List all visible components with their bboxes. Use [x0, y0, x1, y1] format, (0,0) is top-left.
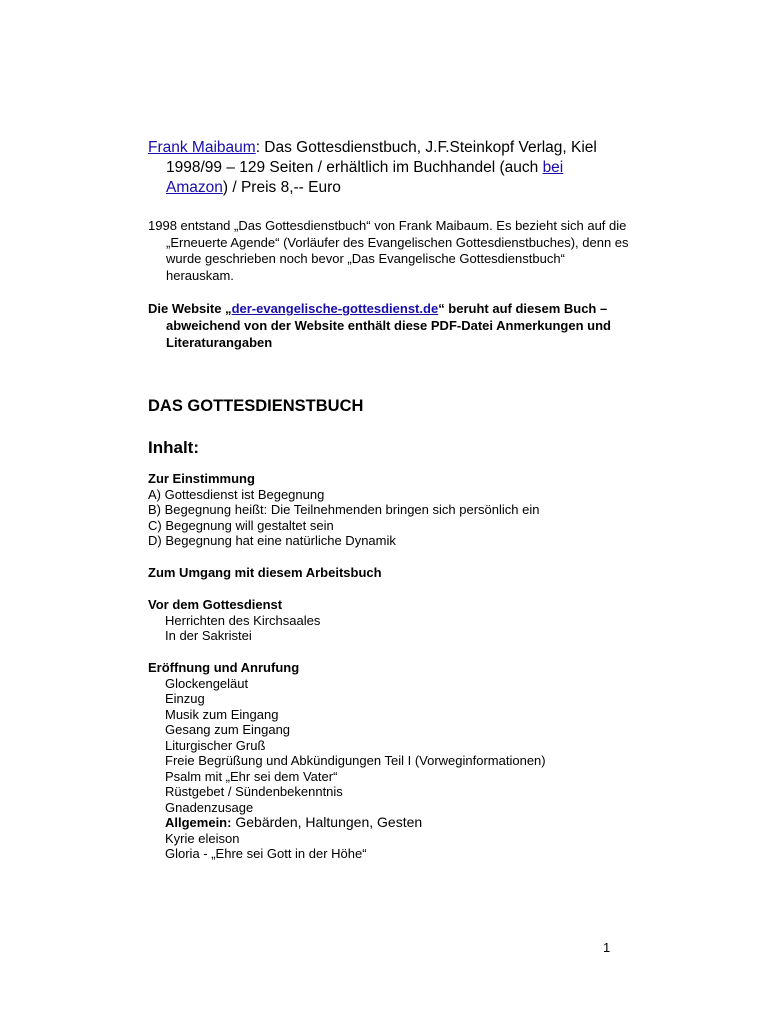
list-item: Musik zum Eingang [165, 706, 279, 722]
page-number: 1 [603, 940, 611, 955]
website-prefix: Die Website „ [148, 301, 232, 316]
section-heading: Zum Umgang mit diesem Arbeitsbuch [148, 565, 382, 580]
list-item: Rüstgebet / Sündenbekenntnis [165, 784, 343, 799]
section-einstimmung [148, 471, 628, 549]
list-item: B) Begegnung heißt: Die Teilnehmenden bringen sich persönlich ein [148, 502, 540, 517]
section-eroeffnung [148, 660, 628, 862]
author-link[interactable]: Frank Maibaum [148, 139, 256, 156]
allgemein-value: Gebärden, Haltungen, Gesten [231, 814, 423, 830]
list-item: Einzug [165, 691, 205, 706]
list-item: C) Begegnung will gestaltet sein [148, 517, 334, 533]
list-item: Gloria - „Ehre sei Gott in der Höhe“ [165, 846, 367, 861]
list-item: D) Begegnung hat eine natürliche Dynamik [148, 533, 396, 548]
list-item: A) Gottesdienst ist Begegnung [148, 486, 325, 502]
list-item: Herrichten des Kirchsaales [165, 612, 321, 628]
section-heading: Eröffnung und Anrufung [148, 660, 300, 675]
list-item: Kyrie eleison [165, 830, 240, 846]
section-vor-dem-gottesdienst [148, 597, 628, 644]
intro-paragraph [148, 138, 626, 198]
section-umgang [148, 565, 628, 581]
list-item: Liturgischer Gruß [165, 737, 266, 753]
website-paragraph [148, 300, 636, 351]
list-item: In der Sakristei [165, 628, 252, 643]
intro-text-1: : Das Gottesdienstbuch, J.F.Steinkopf Verlag, Kiel 1998/99 – 129 Seiten / erhältlich im Buchhandel (auch [166, 139, 597, 176]
section-heading: Zur Einstimmung [148, 471, 255, 486]
allgemein-item [148, 815, 628, 831]
list-item: Glockengeläut [165, 675, 249, 691]
list-item: Gesang zum Eingang [165, 722, 291, 737]
list-item: Freie Begrüßung und Abkündigungen Teil I (Vorweginformationen) [165, 753, 546, 768]
list-item: Gnadenzusage [165, 799, 254, 815]
list-item: Psalm mit „Ehr sei dem Vater“ [165, 768, 338, 784]
document-title: DAS GOTTESDIENSTBUCH [148, 397, 364, 415]
intro-text-2: ) / Preis 8,-- Euro [222, 179, 341, 196]
amazon-link[interactable]: bei Amazon [166, 159, 564, 196]
section-heading: Vor dem Gottesdienst [148, 597, 283, 612]
allgemein-label: Allgemein: [165, 815, 232, 830]
website-link[interactable]: der-evangelische-gottesdienst.de [231, 301, 439, 316]
origin-paragraph: 1998 entstand „Das Gottesdienstbuch“ von Frank Maibaum. Es bezieht sich auf die „Erneuerte Agende“ (Vorläufer des Evangelischen Gottesdienstbuches), denn es wurde geschrieben noch bevor „Das Evangelische Gottesdienstbuch“ herauskam. [148, 218, 629, 283]
website-suffix: “ beruht auf diesem Buch – abweichend von der Website enthält diese PDF-Datei Anmerkungen und Literaturangaben [166, 301, 611, 350]
contents-heading: Inhalt: [148, 438, 199, 457]
